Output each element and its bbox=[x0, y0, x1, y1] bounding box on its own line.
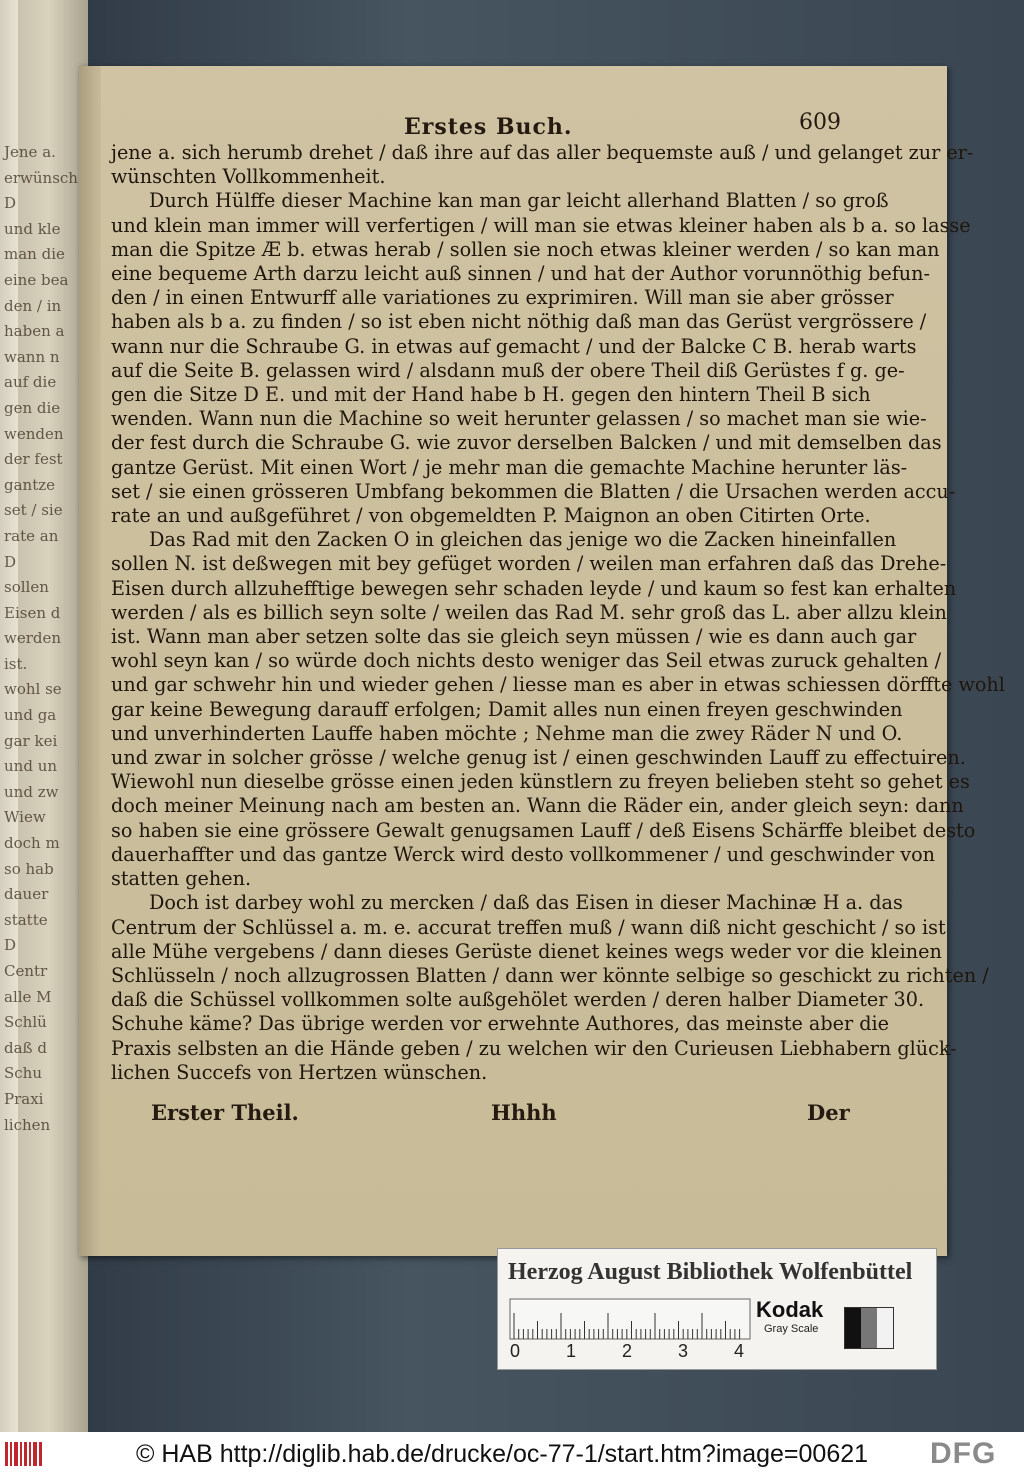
text-line: gen die Sitze D E. und mit der Hand habe b H. gegen den hintern Theil B sich bbox=[111, 383, 871, 407]
gray-swatch bbox=[861, 1308, 877, 1348]
copyright-link[interactable]: © HAB http://diglib.hab.de/drucke/oc-77-1/start.htm?image=00621 bbox=[136, 1440, 869, 1468]
text-line: und klein man immer will verfertigen / will man sie etwas kleiner haben als b a. so lasse bbox=[111, 213, 971, 237]
text-line: ist. Wann man aber setzen solte das sie gleich seyn müssen / wie es dann auch gar bbox=[111, 625, 917, 649]
catchword: Der bbox=[807, 1100, 850, 1125]
library-name: Herzog August Bibliothek Wolfenbüttel bbox=[508, 1259, 913, 1285]
text-line: Das Rad mit den Zacken O in gleichen das jenige wo die Zacken hineinfallen bbox=[149, 528, 897, 552]
previous-page-fragment: rate an bbox=[4, 526, 59, 545]
previous-page-fragment: Praxi bbox=[4, 1089, 44, 1108]
previous-page-fragment: D bbox=[4, 194, 17, 213]
text-line: alle Mühe vergebens / dann dieses Gerüste dienet keines wegs weder vor die kleinen bbox=[111, 939, 942, 963]
dfg-logo: DFG bbox=[930, 1437, 997, 1470]
previous-page-fragment: eine bea bbox=[4, 270, 69, 289]
gray-scale-label: Gray Scale bbox=[764, 1323, 819, 1335]
previous-page-fragment: gen die bbox=[4, 398, 61, 417]
gray-swatch bbox=[845, 1308, 861, 1348]
ruler-number: 0 bbox=[510, 1341, 521, 1361]
previous-page-fragment: gar kei bbox=[4, 731, 58, 750]
text-line: haben als b a. zu finden / so ist eben nicht nöthig daß man das Gerüst vergrössere / bbox=[111, 310, 927, 334]
text-line: eine bequeme Arth darzu leicht auß sinnen / und hat der Author vorunnöthig befun- bbox=[111, 262, 931, 286]
previous-page-fragment: erwünsch bbox=[4, 168, 78, 187]
previous-page-fragment: wann n bbox=[4, 347, 60, 366]
text-line: Praxis selbsten an die Hände geben / zu welchen wir den Curieusen Liebhabern glück- bbox=[111, 1036, 957, 1060]
previous-page-fragment: alle M bbox=[4, 987, 52, 1006]
text-line: set / sie einen grösseren Umbfang bekommen die Blatten / die Ursachen werden accu- bbox=[111, 479, 956, 503]
previous-page-fragment: den / in bbox=[4, 296, 62, 315]
previous-page-fragment: gantze bbox=[4, 475, 56, 494]
ruler-scale bbox=[510, 1299, 750, 1339]
previous-page-fragment: Eisen d bbox=[4, 603, 61, 622]
text-line: rate an und außgeführet / von obgemeldten P. Maignon an oben Citirten Orte. bbox=[111, 504, 871, 528]
previous-page-fragment: und zw bbox=[4, 782, 59, 801]
text-line: wenden. Wann nun die Machine so weit herunter gelassen / so machet man sie wie- bbox=[111, 407, 927, 431]
text-line: gantze Gerüst. Mit einen Wort / je mehr man die gemachte Machine herunter läs- bbox=[111, 455, 908, 479]
text-line: und zwar in solcher grösse / welche genug ist / einen geschwinden Lauff zu effectuiren. bbox=[111, 746, 966, 770]
previous-page-fragment: auf die bbox=[4, 373, 57, 392]
previous-page-fragment: set / sie bbox=[4, 501, 63, 520]
previous-page-fragment: D bbox=[4, 552, 17, 571]
text-line: der fest durch die Schraube G. wie zuvor derselben Balcken / und mit demselben das bbox=[111, 431, 942, 455]
text-line: Doch ist darbey wohl zu mercken / daß das Eisen in dieser Machinæ H a. das bbox=[149, 891, 903, 915]
previous-page-fragment: wenden bbox=[4, 424, 64, 443]
signature-line: Erster Theil. bbox=[151, 1100, 299, 1125]
previous-page-fragment: sollen bbox=[4, 578, 49, 597]
text-line: Durch Hülffe dieser Machine kan man gar leicht allerhand Blatten / so groß bbox=[149, 189, 889, 213]
text-line: und unverhinderten Lauffe haben möchte ; Nehme man die zwey Räder N und O. bbox=[111, 721, 903, 745]
previous-page-fragment: haben a bbox=[4, 322, 65, 341]
text-line: Wiewohl nun dieselbe grösse einen jeden künstlern zu freyen belieben steht so gehet es bbox=[111, 770, 970, 794]
ruler-number: 1 bbox=[566, 1341, 577, 1361]
previous-page-fragment: und ga bbox=[4, 706, 57, 725]
previous-page-fragment: man die bbox=[4, 245, 65, 264]
text-line: Schuhe käme? Das übrige werden vor erwehnte Authores, das meinste aber die bbox=[111, 1012, 890, 1036]
text-line: auf die Seite B. gelassen wird / alsdann muß der obere Theil diß Gerüstes f g. ge- bbox=[111, 358, 905, 382]
kodak-logo: Kodak bbox=[756, 1297, 824, 1322]
previous-page-fragment: statte bbox=[4, 910, 48, 929]
footer-bar bbox=[0, 1432, 1024, 1476]
gray-swatch bbox=[877, 1308, 893, 1348]
text-line: wohl seyn kan / so würde doch nichts desto weniger das Seil etwas zuruck gehalten / bbox=[111, 649, 942, 673]
text-line: gar keine Bewegung darauff erfolgen; Damit alles nun einen freyen geschwinden bbox=[111, 697, 903, 721]
library-color-card bbox=[497, 1248, 937, 1370]
text-line: lichen Succefs von Hertzen wünschen. bbox=[111, 1060, 488, 1084]
previous-page-fragment: lichen bbox=[4, 1115, 51, 1134]
page-number: 609 bbox=[799, 110, 841, 135]
barcode-icon bbox=[4, 1438, 44, 1470]
page-fold-shadow bbox=[79, 66, 101, 1256]
ruler-number: 4 bbox=[734, 1341, 745, 1361]
previous-page-fragment: Jene a. bbox=[4, 143, 56, 161]
text-line: so haben sie eine grössere Gewalt genugsamen Lauff / deß Eisens Schärffe bleibet desto bbox=[111, 818, 976, 842]
previous-page-fragment: so hab bbox=[4, 859, 54, 878]
text-line: werden / als es billich seyn solte / weilen das Rad M. sehr groß das L. aber allzu klein bbox=[111, 600, 947, 624]
text-line: jene a. sich herumb drehet / daß ihre auf das aller bequemste auß / und gelanget zur er- bbox=[111, 141, 974, 164]
previous-page-fragment: doch m bbox=[4, 834, 60, 853]
ruler-number: 3 bbox=[678, 1341, 689, 1361]
text-line: wann nur die Schraube G. in etwas auf gemacht / und der Balcke C B. herab warts bbox=[111, 334, 917, 358]
ruler-number: 2 bbox=[622, 1341, 633, 1361]
text-line: daß die Schüssel vollkommen solte außgehölet werden / deren halber Diameter 30. bbox=[111, 988, 925, 1012]
previous-page-fragment: Centr bbox=[4, 962, 48, 980]
previous-page-edge bbox=[0, 0, 88, 1432]
previous-page-fragment: daß d bbox=[4, 1038, 47, 1057]
previous-page-fragment: Schu bbox=[4, 1064, 42, 1083]
previous-page-fragment: Wiew bbox=[4, 808, 46, 827]
previous-page-fragment: wohl se bbox=[4, 680, 62, 699]
previous-page-fragment: D bbox=[4, 936, 17, 955]
text-line: und gar schwehr hin und wieder gehen / liesse man es aber in etwas schiessen dörffte wohl bbox=[111, 673, 1005, 697]
gray-swatches bbox=[844, 1307, 894, 1349]
text-line: doch meiner Meinung nach am besten an. Wann die Räder ein, ander gleich seyn: dann bbox=[111, 794, 964, 818]
running-head: Erstes Buch. bbox=[404, 114, 573, 140]
previous-page-fragment: der fest bbox=[4, 450, 63, 469]
sheet-mark: Hhhh bbox=[491, 1100, 557, 1125]
text-line: Eisen durch allzuhefftige bewegen sehr schaden leyde / und kaum so fest kan erhalten bbox=[111, 576, 957, 600]
text-line: dauerhaffter und das gantze Werck wird desto vollkommener / und geschwinder von bbox=[111, 842, 936, 866]
previous-page-fragment: ist. bbox=[4, 654, 28, 673]
body-text bbox=[111, 141, 1005, 1085]
previous-page-fragment: dauer bbox=[4, 885, 49, 904]
previous-page-fragment: und kle bbox=[4, 219, 61, 238]
text-line: man die Spitze Æ b. etwas herab / sollen sie noch etwas kleiner werden / so kan man bbox=[111, 237, 940, 261]
text-line: den / in einen Entwurff alle variationes zu exprimiren. Will man sie aber grösser bbox=[111, 286, 894, 310]
text-line: wünschten Vollkommenheit. bbox=[111, 165, 386, 189]
text-line: Centrum der Schlüssel a. m. e. accurat treffen muß / wann diß nicht geschicht / so ist bbox=[111, 915, 946, 939]
text-line: Schlüsseln / noch allzugrossen Blatten / dann wer könnte selbige so geschickt zu richten / bbox=[111, 963, 989, 987]
previous-page-fragment: und un bbox=[4, 757, 58, 776]
book-page bbox=[79, 66, 1005, 1256]
text-line: statten gehen. bbox=[111, 867, 252, 891]
previous-page-text bbox=[4, 140, 78, 1138]
previous-page-fragment: werden bbox=[4, 629, 62, 648]
text-line: sollen N. ist deßwegen mit bey gefüget worden / weilen man erfahren daß das Drehe- bbox=[111, 552, 947, 576]
previous-page-fragment: Schlü bbox=[4, 1013, 47, 1032]
